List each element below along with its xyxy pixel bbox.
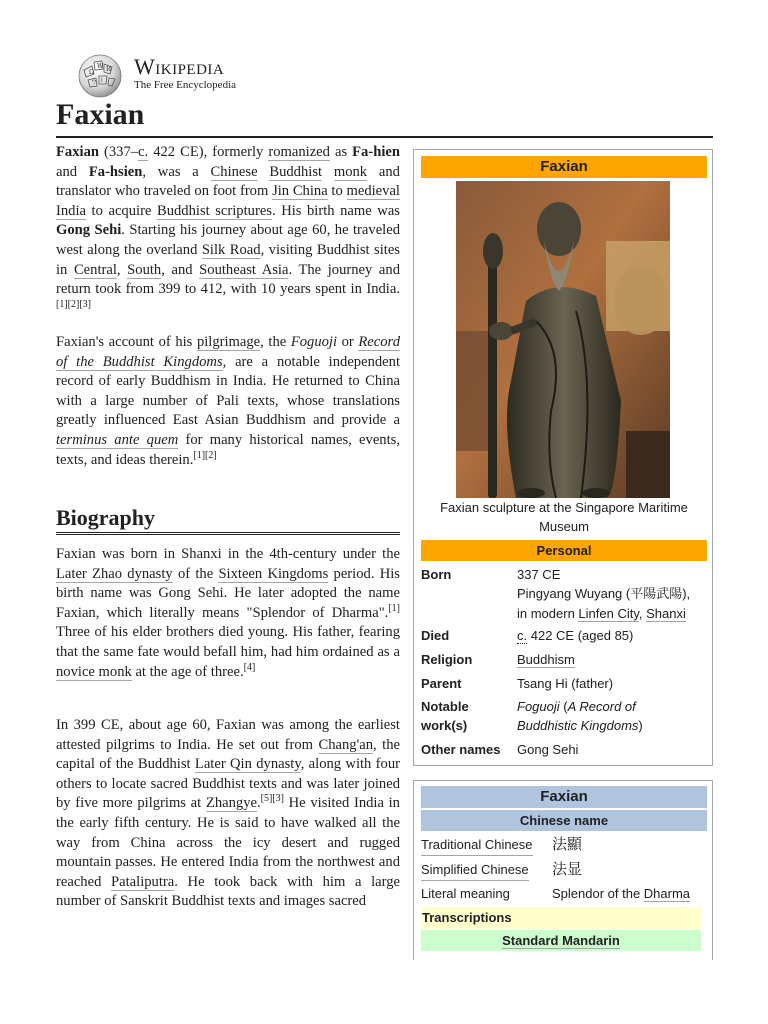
article-link[interactable]: Buddhist — [269, 163, 323, 180]
body-text: as — [329, 144, 353, 160]
article-link[interactable]: Later Zhao dynasty — [56, 565, 173, 582]
body-text: , was a — [142, 163, 211, 180]
article-link[interactable]: c. — [138, 144, 149, 160]
article-link[interactable]: Sixteen Kingdoms — [218, 565, 329, 582]
row-value: Foguoji (A Record of Buddhistic Kingdoms) — [517, 699, 643, 734]
infobox-section-personal: Personal — [421, 540, 707, 561]
born-modern-location: in modern Linfen City, Shanxi — [517, 605, 686, 621]
body-text: . The journey and return took from 399 to 412, with 10 years spent in India. — [56, 261, 400, 298]
chinese-box-title: Faxian — [421, 786, 707, 808]
body-text: He visited India in the early fifth century. He is said to have walked all the way from China across the icy desert and rugged mountain passes. He entered India from the northwest and reached — [56, 795, 400, 890]
circa-abbr[interactable]: c. — [517, 628, 528, 643]
article-link[interactable]: medieval India — [56, 183, 400, 219]
section-divider — [56, 532, 400, 535]
article-link[interactable]: Pataliputra — [111, 873, 175, 890]
site-brand[interactable] — [134, 55, 236, 92]
bold-term: Fa-hien — [352, 144, 400, 160]
article-link[interactable]: Later Qin dynasty — [194, 756, 301, 773]
svg-text:Ω: Ω — [89, 69, 94, 76]
simplified-chinese-value: 法显 — [552, 861, 583, 878]
chinese-box-subtitle: Chinese name — [421, 810, 707, 831]
link-shanxi[interactable]: Shanxi — [646, 605, 686, 621]
row-label: Other names — [421, 742, 501, 757]
biography-paragraph-2 — [56, 716, 400, 912]
citation-reference[interactable]: [5][3] — [260, 793, 284, 805]
body-text: and — [56, 163, 89, 180]
citation-reference[interactable]: [1][2] — [193, 449, 217, 461]
literal-meaning-value: Splendor of the Dharma — [552, 886, 691, 901]
svg-text:ا: ا — [101, 77, 103, 84]
link-linfen-city[interactable]: Linfen City — [578, 605, 639, 621]
article-link[interactable]: South — [127, 261, 162, 278]
article-link[interactable]: Southeast Asia — [199, 261, 289, 278]
body-text: Faxian was born in Shanxi in the 4th-century under the — [56, 546, 400, 562]
body-text: In 399 CE, about age 60, Faxian was among the earliest attested pilgrims to India. He set out from — [56, 717, 400, 753]
body-text: . — [256, 795, 261, 812]
svg-text:И: И — [106, 66, 112, 73]
wikipedia-globe-icon[interactable] — [74, 52, 126, 98]
born-place: Pingyang Wuyang (平陽武陽), — [517, 586, 691, 602]
article-link[interactable]: Jin China — [272, 183, 328, 200]
body-text: , visiting Buddhist sites in — [56, 241, 400, 278]
citation-reference[interactable]: [4] — [243, 661, 256, 673]
site-name: Wikipedia — [134, 54, 225, 79]
article-link[interactable]: Silk Road — [201, 241, 261, 258]
row-value — [517, 565, 707, 623]
faxian-sculpture-image[interactable] — [456, 181, 670, 498]
link-standard-mandarin[interactable]: Standard Mandarin — [502, 933, 620, 948]
body-text: , are a notable independent record of early Buddhism in India. He returned to China with a large number of Pali texts, whose translations greatly influenced East Asian Buddhism and provide a — [56, 353, 401, 429]
title-divider — [56, 136, 713, 138]
literal-meaning-label: Literal meaning — [421, 886, 510, 901]
body-text: of the — [172, 565, 219, 582]
infobox — [413, 149, 713, 766]
body-text: or — [337, 334, 359, 350]
traditional-chinese-value: 法顯 — [552, 836, 583, 853]
site-tagline: The Free Encyclopedia — [134, 79, 237, 91]
body-text: 422 CE), formerly — [148, 144, 269, 160]
article-link[interactable]: Buddhist scriptures — [156, 202, 272, 219]
body-text: (337– — [98, 144, 139, 160]
body-text: to acquire — [86, 202, 157, 219]
article-link[interactable]: Chinese — [210, 163, 258, 180]
body-text: to — [327, 183, 347, 200]
bold-term: Faxian — [56, 144, 99, 160]
row-label: Born — [421, 567, 452, 582]
body-text: and translator who traveled on foot from — [56, 163, 400, 200]
link-buddhism[interactable]: Buddhism — [517, 652, 575, 667]
infobox-title: Faxian — [421, 156, 707, 178]
body-text: . Starting his journey about age 60, he traveled west along the overland — [56, 222, 400, 258]
row-label: Religion — [421, 652, 473, 667]
article-link[interactable]: novice monk — [56, 663, 132, 680]
infobox-image-caption: Faxian sculpture at the Singapore Maritime Museum — [440, 500, 688, 534]
citation-reference[interactable]: [1] — [388, 602, 400, 614]
article-link[interactable]: Central — [73, 261, 117, 278]
article-link[interactable]: pilgrimage — [196, 334, 261, 350]
article-link[interactable]: Record of the Buddhist Kingdoms — [56, 334, 400, 370]
row-value: Gong Sehi — [517, 742, 579, 757]
link-dharma[interactable]: Dharma — [643, 886, 691, 901]
body-text: , along with four others to locate sacred Buddhist texts and was later joined by five more pilgrims at — [56, 756, 400, 812]
row-label: Notable work(s) — [421, 699, 469, 734]
body-text: period. His birth name was Gong Sehi. He later adopted the name Faxian, which literally means "Splendor of Dharma". — [56, 565, 400, 621]
article-link[interactable]: Zhangye — [205, 795, 257, 812]
standard-mandarin-header — [421, 930, 701, 951]
body-text: . His birth name was — [271, 202, 400, 219]
italic-term: Foguoji — [290, 334, 338, 350]
body-text: Faxian's account of his — [56, 334, 197, 350]
born-year: 337 CE — [517, 567, 561, 582]
citation-reference[interactable]: [1][2][3] — [56, 298, 91, 310]
body-text — [322, 164, 334, 180]
article-link[interactable]: terminus ante quem — [56, 431, 179, 448]
body-text: at the age of three. — [131, 663, 244, 680]
body-text — [258, 164, 270, 180]
bold-term: Fa-hsien — [88, 163, 143, 180]
biography-paragraph-1 — [56, 545, 400, 682]
svg-text:W: W — [97, 63, 104, 70]
bold-term: Gong Sehi — [56, 222, 122, 239]
body-text: , and — [161, 261, 200, 278]
transcriptions-header: Transcriptions — [421, 907, 701, 929]
svg-text:ウ: ウ — [91, 79, 98, 86]
page-title: Faxian — [56, 98, 145, 131]
body-text: . He took back with him a large number of Sanskrit Buddhist texts and images sacred — [56, 873, 400, 910]
body-text: , the — [260, 334, 291, 350]
link-traditional-chinese[interactable]: Traditional Chinese — [421, 835, 533, 856]
section-heading-biography: Biography — [56, 505, 156, 530]
link-simplified-chinese[interactable]: Simplified Chinese — [421, 860, 529, 881]
row-value — [517, 650, 707, 669]
row-label: Died — [421, 628, 450, 643]
article-link[interactable]: romanized — [268, 144, 330, 160]
row-value: c. 422 CE (aged 85) — [517, 628, 634, 643]
body-text: , the capital of the Buddhist — [56, 736, 400, 773]
article-link[interactable]: Chang'an — [318, 736, 374, 753]
body-text: for many historical names, events, texts, and ideas therein. — [56, 431, 400, 468]
row-value: Tsang Hi (father) — [517, 676, 614, 691]
intro-paragraph-1 — [56, 143, 400, 319]
row-label: Parent — [421, 676, 462, 691]
article-link[interactable]: monk — [333, 163, 368, 180]
body-text: Three of his elder brothers died young. His father, fearing that the same fate would befall him, had him ordained as a — [56, 624, 400, 660]
intro-paragraph-2 — [56, 333, 400, 470]
body-text: , — [116, 261, 128, 278]
chinese-name-box — [413, 780, 713, 960]
